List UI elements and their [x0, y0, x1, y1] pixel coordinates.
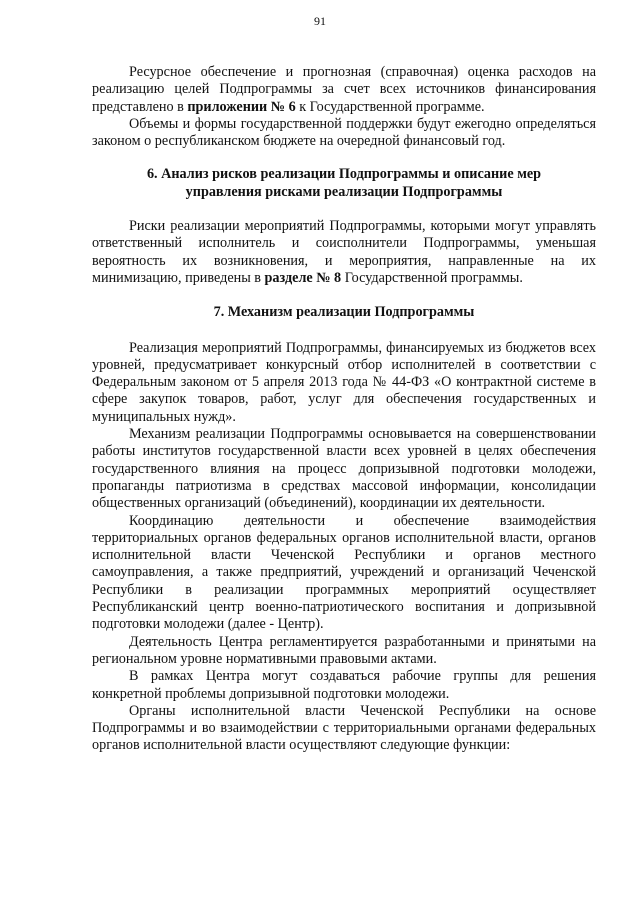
section-reference: разделе № 8: [264, 269, 342, 286]
section-6-heading: 6. Анализ рисков реализации Подпрограммы и описание мер управления рисками реализации Подпрограммы: [146, 166, 542, 200]
section-7-heading: 7. Механизм реализации Подпрограммы: [213, 304, 475, 321]
paragraph-support-forms: Объемы и формы государственной поддержки будут ежегодно определяться законом о республиканском бюджете на очередной финансовый год.: [92, 115, 596, 150]
paragraph-working-groups: В рамках Центра могут создаваться рабочие группы для решения конкретной проблемы допризывной подготовки молодежи.: [92, 668, 596, 702]
paragraph-coordination: Координацию деятельности и обеспечение взаимодействия территориальных органов федеральных органов исполнительной власти, органов исполнительной власти Чеченской Республики и органов местного самоуправления, а также предприятий, учреждений и организаций Чеченской Республики в реализации программных мероприятий осуществляет Республиканский центр военно-патриотического воспитания и допризывной подготовки молодежи (далее - Центр).: [92, 512, 596, 633]
document-body: [92, 64, 596, 755]
paragraph-risks: Риски реализации мероприятий Подпрограммы, которыми могут управлять ответственный исполнитель и соисполнители Подпрограммы, уменьшая вероятность их возникновения, и мероприятия, направленные на их минимизацию, приведены в разделе № 8 Государственной программы.: [92, 218, 596, 286]
appendix-reference: приложении № 6: [187, 98, 296, 115]
paragraph-resource-provision: Ресурсное обеспечение и прогнозная (справочная) оценка расходов на реализацию целей Подпрограммы за счет всех источников финансирования представлено в приложении № 6 к Государственной программе.: [92, 64, 596, 115]
paragraph-mechanism: Механизм реализации Подпрограммы основывается на совершенствовании работы институтов государственной власти всех уровней в целях обеспечения государственного влияния на процесс допризывной подготовки молодежи, пропаганды патриотизма в средствах массовой информации, консолидации общественных организаций (объединений), координации их деятельности.: [92, 426, 596, 512]
paragraph-functions: Органы исполнительной власти Чеченской Республики на основе Подпрограммы и во взаимодействии с территориальными органами федеральных органов исполнительной власти осуществляют следующие функции:: [92, 702, 596, 754]
paragraph-competitive-selection: Реализация мероприятий Подпрограммы, финансируемых из бюджетов всех уровней, предусматривает конкурсный отбор исполнителей в соответствии с Федеральным законом от 5 апреля 2013 года № 44-ФЗ «О контрактной системе в сфере закупок товаров, работ, услуг для обеспечения государственных и муниципальных нужд».: [92, 339, 596, 425]
page-number: 91: [314, 14, 326, 28]
paragraph-center-activity: Деятельность Центра регламентируется разработанными и принятыми на региональном уровне нормативными правовыми актами.: [92, 633, 596, 667]
